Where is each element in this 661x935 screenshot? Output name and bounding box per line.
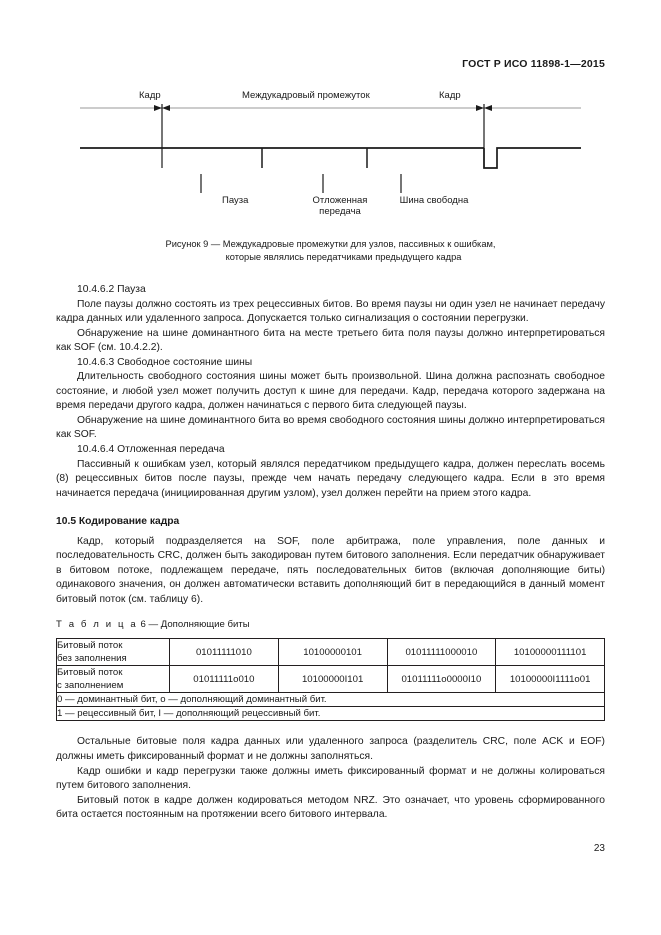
standard-header: ГОСТ Р ИСО 11898-1—2015 [462, 58, 605, 70]
table-cell: 10100000101 [278, 639, 387, 666]
table-cell: 01011111000010 [387, 639, 496, 666]
heading-10-5: 10.5 Кодирование кадра [56, 516, 180, 528]
paragraph-10-4-6-2-1: Поле паузы должно состоять из трех рецессивных битов. Во время паузы ни один узел не начинает передачу кадра данных или удаленного запроса. Допускается только сигнализация о состоянии перегрузки. [56, 298, 605, 325]
paragraph-10-4-6-3-2: Обнаружение на шине доминантного бита во время свободного состояния шины должно интерпретироваться как SOF. [56, 414, 606, 441]
spacer [56, 501, 605, 515]
table-note-recessive: 1 — рецессивный бит, I — дополняющий рецессивный бит. [57, 707, 605, 721]
paragraph-10-5-4: Битовый поток в кадре должен кодироваться методом NRZ. Это означает, что уровень сформированного бита остается постоянным на протяжении всего битового интервала. [56, 794, 605, 821]
table-cell: 01011111o0000I10 [387, 666, 496, 693]
paragraph-10-5-3: Кадр ошибки и кадр перегрузки также должны иметь фиксированный формат и не должны колироваться путем битового заполнения. [56, 765, 605, 792]
table-row-header-stuffed [57, 666, 170, 693]
document-body [56, 283, 605, 823]
figure-caption-line1: Рисунок 9 — Междукадровые промежутки для узлов, пассивных к ошибкам, [165, 239, 496, 249]
figure-caption [56, 238, 605, 264]
table-row-header-unstuffed [57, 639, 170, 666]
spacer [56, 721, 605, 735]
paragraph-10-4-6-4-1: Пассивный к ошибкам узел, который являлся передатчиком предыдущего кадра, должен переслать восемь (8) рецессивных битов после паузы, прежде чем начать передачу следующего кадра. Если в это время начинается передача (инициированная другим узлом), узел должен перейти на прием этого кадра. [56, 458, 605, 499]
figure-caption-line2: которые являлись передатчиками предыдущего кадра [225, 252, 462, 262]
paragraph-10-5-1: Кадр, который подразделяется на SOF, поле арбитража, поле управления, поле данных и последовательность CRC, должен быть закодирован путем битового заполнения. Если передатчик обнаруживает в битовом потоке, подлежащем передаче, пять последовательных битов (включая дополняющие биты) одинакового значения, он должен автоматически вставить дополняющий бит в передающийся в данный момент битовый поток (см. таблицу 6). [56, 535, 605, 605]
table-6-title-prefix: Т а б л и ц а [56, 619, 138, 631]
paragraph-10-4-6-2-2: Обнаружение на шине доминантного бита на месте третьего бита поля паузы должно интерпретироваться как SOF (см. 10.4.2.2). [56, 327, 605, 354]
table-row [57, 666, 605, 693]
table-cell: 01011111010 [170, 639, 279, 666]
table-6-stuff-bits [56, 638, 605, 721]
row-header-line1: Битовый поток [57, 667, 123, 679]
figure-label-frame-right: Кадр [439, 90, 461, 101]
table-6-title-rest: 6 — Дополняющие биты [140, 619, 250, 631]
table-6-title [56, 618, 605, 631]
figure-label-suspend-line1: Отложенная [312, 195, 368, 206]
figure-label-suspend-line2: передача [319, 206, 361, 217]
table-cell: 10100000I1111o01 [496, 666, 605, 693]
paragraph-10-4-6-3-1: Длительность свободного состояния шины может быть произвольной. Шина должна распознать свободное состояние, и любой узел может получить доступ к шине для передачи. Кадр, передача которого задержана на время передачи другого кадра, должен начинаться с первого бита следующей паузы. [56, 371, 605, 412]
table-cell: 01011111o010 [170, 666, 279, 693]
figure-label-bus-idle: Шина свободна [399, 195, 469, 206]
table-cell: 10100000111101 [496, 639, 605, 666]
paragraph-10-5-2: Остальные битовые поля кадра данных или удаленного запроса (разделитель CRC, поле ACK и EOF) должны иметь фиксированный формат и не должны заполняться. [56, 736, 605, 763]
row-header-line1: Битовый поток [57, 640, 123, 652]
interframe-space-timing-diagram [56, 90, 605, 250]
figure-label-suspend-transmission [295, 195, 385, 217]
figure-9 [56, 90, 605, 250]
table-row [57, 639, 605, 666]
heading-10-4-6-4: 10.4.6.4 Отложенная передача [77, 444, 225, 456]
row-header-line2: с заполнением [57, 680, 124, 692]
row-header-line2: без заполнения [57, 653, 127, 665]
figure-label-interframe-space: Междукадровый промежуток [242, 90, 370, 101]
heading-10-4-6-2: 10.4.6.2 Пауза [77, 284, 146, 295]
figure-label-frame-left: Кадр [139, 90, 161, 101]
figure-label-pause: Пауза [222, 195, 249, 206]
page-number: 23 [593, 843, 605, 854]
table-note-dominant: 0 — доминантный бит, o — дополняющий доминантный бит. [57, 693, 605, 707]
heading-10-4-6-3: 10.4.6.3 Свободное состояние шины [77, 356, 253, 368]
table-cell: 10100000I101 [278, 666, 387, 693]
table-note-row [57, 707, 605, 721]
table-note-row [57, 693, 605, 707]
spacer [56, 607, 605, 618]
